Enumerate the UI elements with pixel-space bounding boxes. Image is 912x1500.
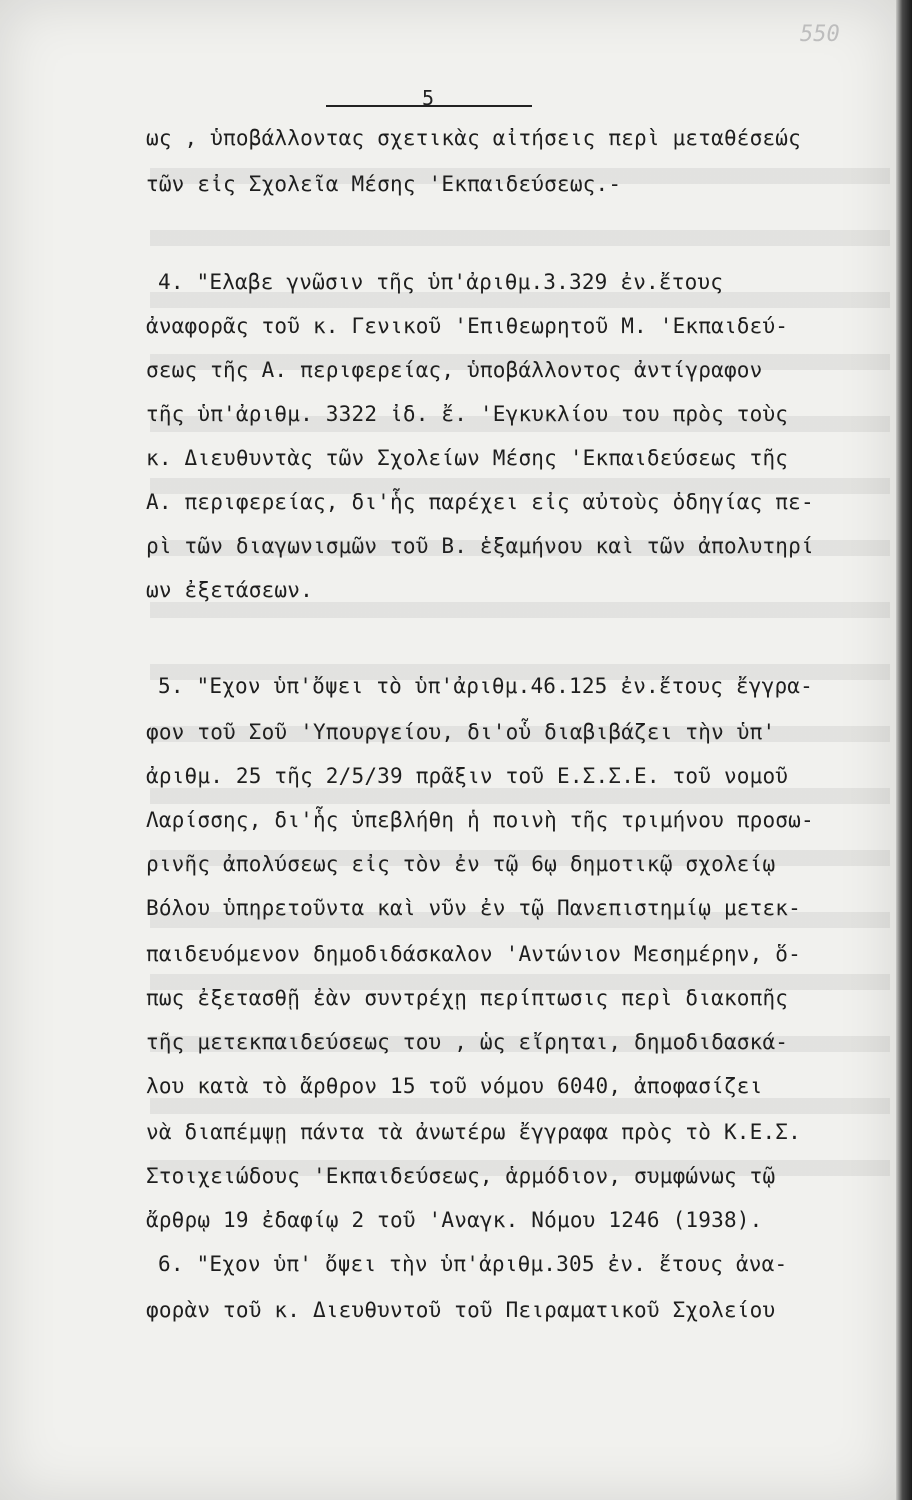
text-line: τῶν εἰς Σχολεῖα Μέσης 'Εκπαιδεύσεως.-	[146, 172, 622, 196]
text-line: ρὶ τῶν διαγωνισμῶν τοῦ Β. ἑξαμήνου καὶ τῶν ἀπολυτηρί	[146, 534, 814, 558]
text-line: 6. "Εχον ὑπ' ὄψει τὴν ὑπ'ἀριθμ.305 ἐν. ἔτους ἀνα-	[158, 1252, 788, 1276]
text-line: παιδευόμενον δημοδιδάσκαλον 'Αντώνιον Μεσημέρην, ὅ-	[146, 942, 801, 966]
text-line: φον τοῦ Σοῦ 'Υπουργείου, δι'οὗ διαβιβάζει τὴν ὑπ'	[146, 720, 776, 744]
text-line: ἀναφορᾶς τοῦ κ. Γενικοῦ 'Επιθεωρητοῦ Μ. 'Εκπαιδεύ-	[146, 314, 789, 338]
text-line: ων ἐξετάσεων.	[146, 578, 313, 602]
text-line: νὰ διαπέμψῃ πάντα τὰ ἀνωτέρω ἔγγραφα πρὸς τὸ Κ.Ε.Σ.	[146, 1120, 801, 1144]
text-line: φορὰν τοῦ κ. Διευθυντοῦ τοῦ Πειραματικοῦ Σχολείου	[146, 1298, 776, 1322]
text-line: ρινῆς ἀπολύσεως εἰς τὸν ἐν τῷ 6ῳ δημοτικῷ σχολείῳ	[146, 852, 776, 876]
text-line: πως ἐξετασθῇ ἐὰν συντρέχῃ περίπτωσις περὶ διακοπῆς	[146, 986, 789, 1010]
text-line: Λαρίσσης, δι'ἧς ὑπεβλήθη ἡ ποινὴ τῆς τριμήνου προσω-	[146, 808, 814, 832]
text-line: Α. περιφερείας, δι'ἧς παρέχει εἰς αὐτοὺς ὁδηγίας πε-	[146, 490, 814, 514]
page-header	[326, 88, 532, 108]
text-line: λου κατὰ τὸ ἄρθρον 15 τοῦ νόμου 6040, ἀποφασίζει	[146, 1074, 763, 1098]
scan-page-edge	[896, 0, 912, 1500]
corner-page-number: 550	[800, 22, 840, 47]
text-line: Βόλου ὑπηρετοῦντα καὶ νῦν ἐν τῷ Πανεπιστημίῳ μετεκ-	[146, 896, 801, 920]
text-line: 5. "Εχον ὑπ'ὄψει τὸ ὑπ'ἀριθμ.46.125 ἐν.ἔτους ἔγγρα-	[158, 674, 813, 698]
text-line: ἄρθρῳ 19 ἐδαφίῳ 2 τοῦ 'Αναγκ. Νόμου 1246 (1938).	[146, 1208, 763, 1232]
text-line: ως , ὑποβάλλοντας σχετικὰς αἰτήσεις περὶ μεταθέσεώς	[146, 126, 801, 150]
page-number: 5	[422, 86, 435, 110]
text-line: ἀριθμ. 25 τῆς 2/5/39 πρᾶξιν τοῦ Ε.Σ.Σ.Ε. τοῦ νομοῦ	[146, 764, 789, 788]
text-line: κ. Διευθυντὰς τῶν Σχολείων Μέσης 'Εκπαιδεύσεως τῆς	[146, 446, 789, 470]
text-line: σεως τῆς Α. περιφερείας, ὑποβάλλοντος ἀντίγραφον	[146, 358, 763, 382]
text-line: τῆς μετεκπαιδεύσεως του , ὡς εἴρηται, δημοδιδασκά-	[146, 1030, 789, 1054]
text-line: Στοιχειώδους 'Εκπαιδεύσεως, ἁρμόδιον, συμφώνως τῷ	[146, 1164, 776, 1188]
text-line: τῆς ὑπ'ἀριθμ. 3322 ἰδ. ἔ. 'Εγκυκλίου του πρὸς τοὺς	[146, 402, 789, 426]
text-line: 4. "Ελαβε γνῶσιν τῆς ὑπ'ἀριθμ.3.329 ἐν.ἔτους	[158, 270, 724, 294]
